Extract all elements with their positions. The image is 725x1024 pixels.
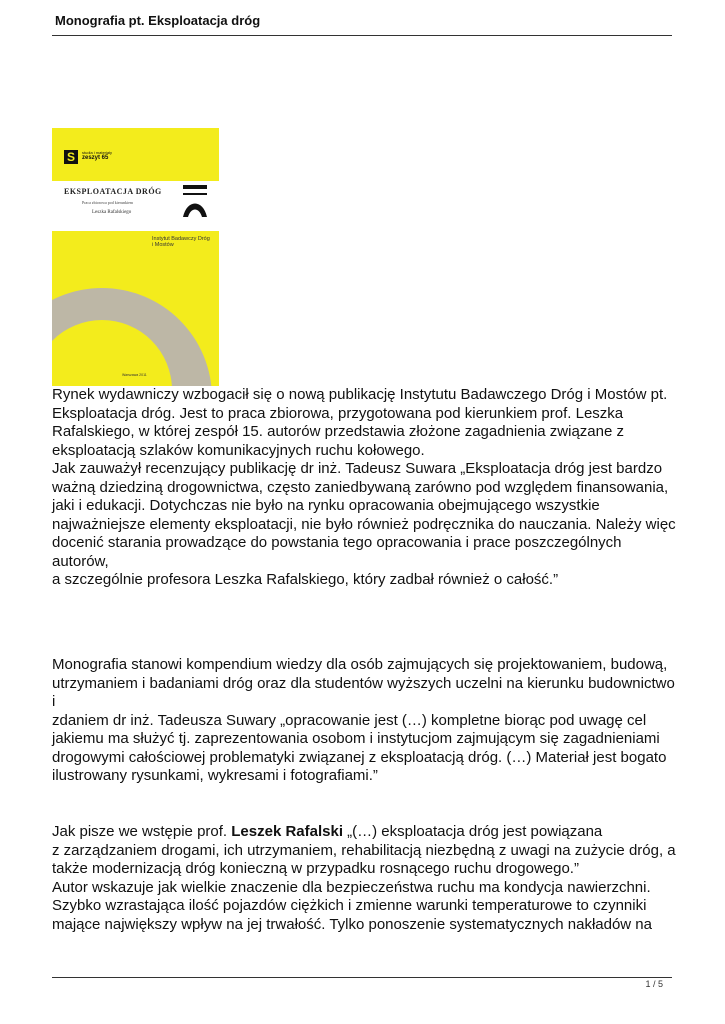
text-line: jakiemu ma służyć tj. zaprezentowania osobom i instytucjom zajmującym się zagadnieniami [52, 730, 660, 747]
cover-title: EKSPLOATACJA DRÓG [64, 187, 162, 196]
text-line: eksploatacją szlaków komunikacyjnych ruchu kołowego. [52, 441, 425, 459]
text-line: jaki i edukacji. Dotychczas nie było na rynku opracowania obejmującego wszystkie [52, 497, 600, 514]
author-name: Leszek Rafalski [231, 823, 343, 840]
footer-divider [52, 977, 672, 978]
text-line: Rafalskiego, w której zespół 15. autorów przedstawia złożone zagadnienia związane z [52, 423, 624, 440]
cover-series-name: studia i materiały [82, 150, 113, 155]
text-line: zdaniem dr inż. Tadeusza Suwary „opracowanie jest (…) kompletne biorąc pod uwagę cel [52, 711, 647, 729]
text-line: Rynek wydawniczy wzbogacił się o nową publikację Instytutu Badawczego Dróg i Mostów pt. [52, 386, 668, 403]
cover-place-year: Warszawa 2011 [122, 373, 147, 377]
paragraph-1 [52, 386, 677, 590]
institute-logo-icon [183, 185, 207, 217]
cover-series-issue: zeszyt 65 [82, 155, 109, 161]
book-cover-image [52, 128, 219, 386]
text-line: z zarządzaniem drogami, ich utrzymaniem, rehabilitacją niezbędną z uwagi na zużycie dróg, a [52, 841, 676, 859]
text-line: ilustrowany rysunkami, wykresami i fotografiami.” [52, 767, 378, 784]
text-line: mające największy wpływ na jej trwałość. Tylko ponoszenie systematycznych nakładów na [52, 915, 652, 933]
text-line: najważniejsze elementy eksploatacji, nie było również podręcznika do nauczania. Należy więc [52, 515, 676, 533]
text-line: docenić starania prowadzące do powstania tego opracowania i prace poszczególnych autorów, [52, 534, 622, 570]
header-divider [52, 35, 672, 36]
cover-series-text [82, 150, 122, 161]
text-line: drogowymi całościowej problematyki związanej z eksploatacją dróg. (…) Materiał jest bogato [52, 748, 667, 766]
text-line: utrzymaniem i badaniami dróg oraz dla studentów wyższych uczelni na kierunku budownictwo i [52, 674, 675, 710]
cover-series-letter: S [64, 150, 78, 164]
text-line: a szczególnie profesora Leszka Rafalskiego, który zadbał również o całość.” [52, 571, 559, 588]
paragraph-2 [52, 656, 677, 786]
text-line: Monografia stanowi kompendium wiedzy dla osób zajmujących się projektowaniem, budową, [52, 656, 668, 673]
text-run: Jak pisze we wstępie prof. [52, 823, 232, 840]
text-line: Autor wskazuje jak wielkie znaczenie dla bezpieczeństwa ruchu ma kondycja nawierzchni. [52, 878, 651, 896]
text-line [52, 823, 677, 842]
cover-author: Leszka Rafalskiego [92, 210, 132, 215]
text-line: Szybko wzrastająca ilość pojazdów ciężkich i zmienne warunki temperaturowe to czynniki [52, 897, 647, 914]
cover-institute-name: Instytut Badawczy Dróg i Mostów [152, 236, 210, 248]
text-run: „(…) eksploatacja dróg jest powiązana [342, 823, 603, 840]
page-number: 1 / 5 [645, 979, 663, 989]
text-line: ważną dziedziną drogownictwa, często zaniedbywaną zarówno pod względem finansowania, [52, 478, 669, 496]
text-line: także modernizacją dróg konieczną w przypadku rosnącego ruchu drogowego.” [52, 860, 579, 877]
paragraph-3 [52, 823, 677, 934]
cover-subtitle: Praca zbiorowa pod kierunkiem [82, 200, 133, 205]
page-header-title: Monografia pt. Eksploatacja dróg [55, 13, 261, 28]
text-line: Jak zauważył recenzujący publikację dr inż. Tadeusz Suwara „Eksploatacja dróg jest bardzo [52, 460, 663, 477]
text-line: Eksploatacja dróg. Jest to praca zbiorowa, przygotowana pod kierunkiem prof. Leszka [52, 404, 624, 422]
